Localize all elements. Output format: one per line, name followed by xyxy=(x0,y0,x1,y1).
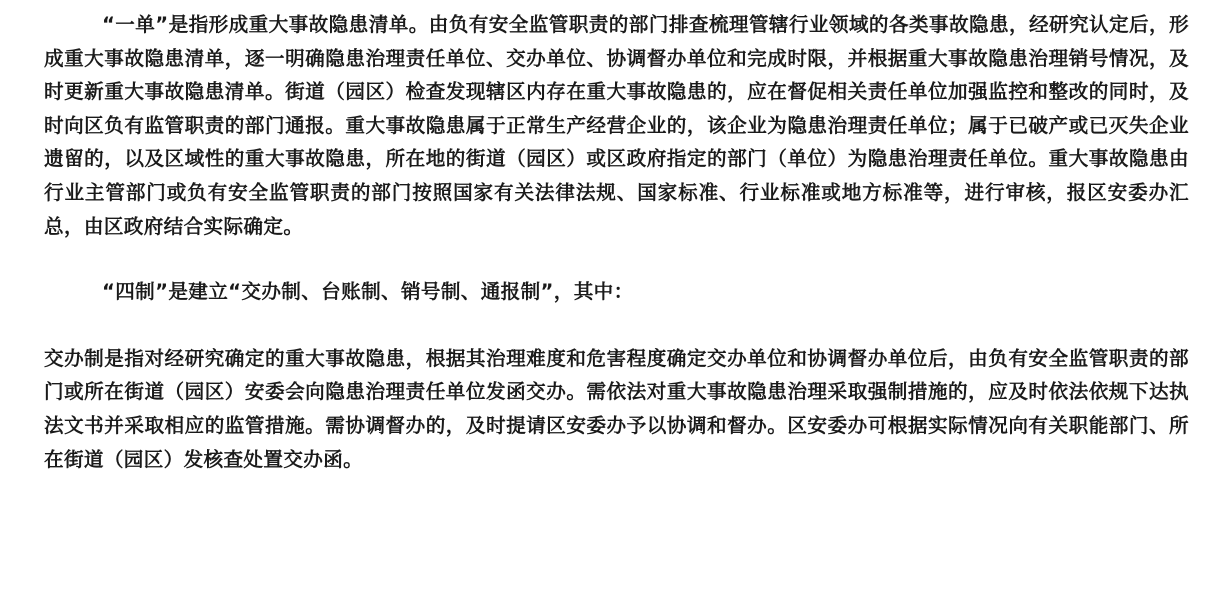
paragraph-jiaobanzhi: 交办制是指对经研究确定的重大事故隐患，根据其治理难度和危害程度确定交办单位和协调督办单位后，由负有安全监管职责的部门或所在街道（园区）安委会向隐患治理责任单位发函交办。需依法对重大事故隐患治理采取强制措施的，应及时依法依规下达执法文书并采取相应的监管措施。需协调督办的，及时提请区安委办予以协调和督办。区安委办可根据实际情况向有关职能部门、所在街道（园区）发核查处置交办函。 xyxy=(44,346,1189,471)
document-body xyxy=(44,8,1189,476)
paragraph-sizhi-intro: “四制”是建立“交办制、台账制、销号制、通报制”，其中： xyxy=(102,280,634,304)
paragraph-yidan: “一单”是指形成重大事故隐患清单。由负有安全监管职责的部门排查梳理管辖行业领域的各类事故隐患，经研究认定后，形成重大事故隐患清单，逐一明确隐患治理责任单位、交办单位、协调督办单位和完成时限，并根据重大事故隐患治理销号情况，及时更新重大事故隐患清单。街道（园区）检查发现辖区内存在重大事故隐患的，应在督促相关责任单位加强监控和整改的同时，及时向区负有监管职责的部门通报。重大事故隐患属于正常生产经营企业的，该企业为隐患治理责任单位；属于已破产或已灭失企业遗留的，以及区域性的重大事故隐患，所在地的街道（园区）或区政府指定的部门（单位）为隐患治理责任单位。重大事故隐患由行业主管部门或负有安全监管职责的部门按照国家有关法律法规、国家标准、行业标准或地方标准等，进行审核，报区安委办汇总，由区政府结合实际确定。 xyxy=(44,13,1189,238)
